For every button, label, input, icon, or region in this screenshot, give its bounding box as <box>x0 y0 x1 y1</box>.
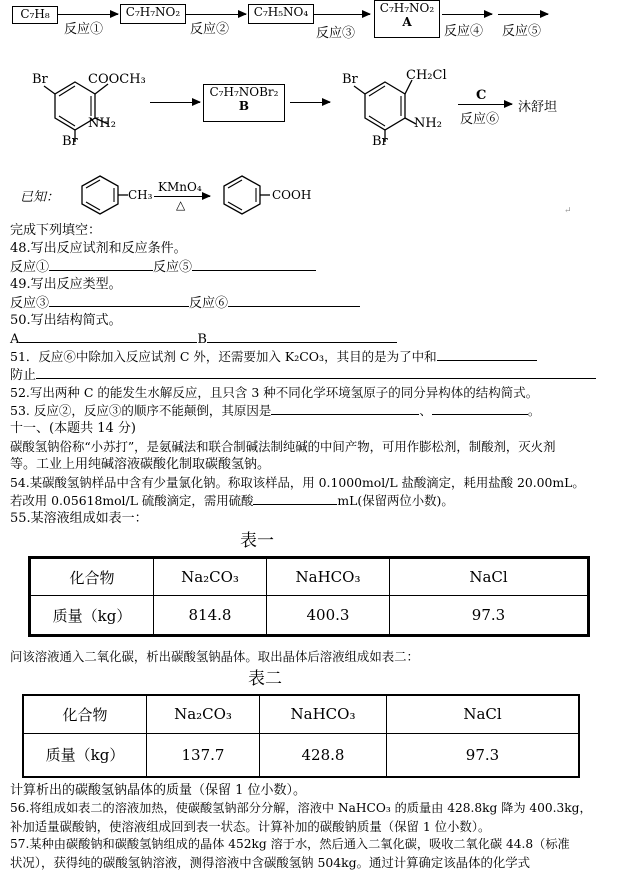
table-2 <box>22 694 580 778</box>
benzoic-cooh: COOH <box>272 188 312 202</box>
arrow-1 <box>58 14 118 15</box>
line-q54-sulfuric: 若改用 0.05618mol/L 硫酸滴定，需用硫酸 mL(保留两位小数)。 <box>10 493 454 508</box>
line-q52: 52.写出两种 C 的能发生水解反应，且只含 3 种不同化学环境氢原子的同分异构体的结构简式。 <box>10 385 539 400</box>
compound-b-formula: C₇H₇NOBr₂ <box>209 85 279 99</box>
blank-q53-reason-1[interactable] <box>271 402 419 415</box>
blank-r5[interactable] <box>192 258 316 271</box>
line-q55: 55.某溶液组成如表一： <box>10 511 148 526</box>
reaction-4-label: 反应④ <box>444 24 484 39</box>
reaction-6-label: 反应⑥ <box>460 112 500 127</box>
table-1-header: NaHCO₃ <box>267 558 390 596</box>
arrow-3 <box>314 14 370 15</box>
blank-q53-reason-2[interactable] <box>432 402 528 415</box>
start-formula-box: C₇H₈ <box>12 6 58 24</box>
compound-b-label: B <box>238 99 250 113</box>
table-2-cell: 137.7 <box>147 733 260 777</box>
line-after-table-1: 问该溶液通入二氧化碳，析出碳酸氢钠晶体。取出晶体后溶液组成如表二： <box>10 649 419 664</box>
table-2-header: 化合物 <box>23 695 147 733</box>
table-2-caption: 表二 <box>248 669 282 689</box>
arrow-6 <box>458 104 512 105</box>
line-q53: 53. 反应②，反应③的顺序不能颠倒，其原因是 、 。 <box>10 403 541 418</box>
table-1-header: NaCl <box>390 558 589 596</box>
toluene-structure <box>70 172 130 216</box>
ester-nh2: NH₂ <box>88 116 116 131</box>
reaction-3-label: 反应③ <box>316 26 356 41</box>
product-2-box: C₇H₅NO₄ <box>248 4 314 24</box>
reagent-c-label: C <box>476 88 487 103</box>
arrow-5 <box>498 14 548 15</box>
known-label: 已知： <box>20 190 60 205</box>
line-q57: 57.某种由碳酸钠和碳酸氢钠组成的晶体 452kg 溶于水，然后通入二氧化碳，吸收二氧化碳 44.8（标准 <box>10 837 570 851</box>
table-2-header: NaHCO₃ <box>260 695 387 733</box>
heat-label: △ <box>176 198 186 212</box>
blank-q54-volume[interactable] <box>253 492 337 505</box>
line-q48: 48.写出反应试剂和反应条件。 <box>10 241 187 256</box>
chloride-br-top: Br <box>342 72 358 87</box>
table-1-caption: 表一 <box>240 531 274 551</box>
ester-br-top: Br <box>32 72 48 87</box>
line-q50: 50.写出结构简式。 <box>10 313 122 328</box>
section-11-heading: 十一、(本题共 14 分) <box>10 421 136 436</box>
ester-br-bottom: Br <box>62 134 78 149</box>
compound-b-box <box>203 84 285 122</box>
return-mark-known: ↵ <box>564 206 572 216</box>
compound-a-label: A <box>402 15 412 29</box>
table-2-cell: 428.8 <box>260 733 387 777</box>
reaction-2-label: 反应② <box>190 22 230 37</box>
line-q56: 56.将组成如表二的溶液加热，使碳酸氢钠部分分解，溶液中 NaHCO₃ 的质量由 428.8kg 降为 400.3kg， <box>10 801 592 815</box>
blank-q51-prevent[interactable] <box>36 366 596 379</box>
reaction-5-label: 反应⑤ <box>502 24 542 39</box>
table-1-cell: 400.3 <box>267 596 390 636</box>
line-q49: 49.写出反应类型。 <box>10 277 122 292</box>
blank-a[interactable] <box>19 330 197 343</box>
table-1-cell: 814.8 <box>154 596 267 636</box>
compound-a-formula: C₇H₇NO₂ <box>379 1 435 15</box>
line-q51-prevent: 防止 <box>10 366 596 384</box>
table-2-header: NaCl <box>387 695 580 733</box>
benzoic-acid-structure <box>212 172 272 216</box>
blank-r3[interactable] <box>49 294 189 307</box>
line-q57-cont: 状况），获得纯的碳酸氢钠溶液，测得溶液中含碳酸氢钠 504kg。通过计算确定该晶体的化学式 <box>10 855 531 870</box>
table-1-row-label: 质量（kg） <box>30 596 154 636</box>
line-calc-crystal: 计算析出的碳酸氢钠晶体的质量（保留 1 位小数）。 <box>10 783 307 798</box>
toluene-ch3: CH₃ <box>128 188 153 202</box>
table-1 <box>28 556 590 637</box>
ester-cooch3: COOCH₃ <box>88 72 146 87</box>
table-1-header: 化合物 <box>30 558 154 596</box>
kmno4-label: KMnO₄ <box>158 180 202 194</box>
arrow-4 <box>442 14 492 15</box>
blank-r6[interactable] <box>228 294 360 307</box>
product-1-box: C₇H₇NO₂ <box>120 4 186 24</box>
compound-a-box <box>374 0 440 38</box>
line-instructions: 完成下列填空： <box>10 223 102 238</box>
table-1-header: Na₂CO₃ <box>154 558 267 596</box>
arrow-to-b <box>150 102 200 103</box>
blank-r1[interactable] <box>49 258 153 271</box>
arrow-known <box>154 196 210 197</box>
chloride-br-bottom: Br <box>372 134 388 149</box>
blank-q51-neutralize[interactable] <box>437 348 537 361</box>
product-mucosolvan: 沐舒坦 <box>518 100 558 115</box>
table-2-cell: 97.3 <box>387 733 580 777</box>
table-2-header: Na₂CO₃ <box>147 695 260 733</box>
line-q51: 51．反应⑥中除加入反应试剂 C 外，还需要加入 K₂CO₃，其目的是为了中和 <box>10 348 537 365</box>
line-intro-2: 等。工业上用纯碱溶液碳酸化制取碳酸氢钠。 <box>10 457 271 472</box>
chloride-nh2: NH₂ <box>414 116 442 131</box>
line-q54: 54.某碳酸氢钠样品中含有少量氯化钠。称取该样品，用 0.1000mol/L 盐酸滴定，耗用盐酸 20.00mL。 <box>10 475 585 490</box>
table-2-row-label: 质量（kg） <box>23 733 147 777</box>
line-q49-answers: 反应③ 反应⑥ <box>10 294 360 312</box>
blank-b[interactable] <box>207 330 397 343</box>
table-1-cell: 97.3 <box>390 596 589 636</box>
chloride-ch2cl: CH₂Cl <box>406 68 447 83</box>
line-q50-answers: A B <box>10 330 397 348</box>
line-q48-answers: 反应① 反应⑤ <box>10 258 316 276</box>
arrow-2 <box>186 14 246 15</box>
reaction-1-label: 反应① <box>64 22 104 37</box>
arrow-from-b <box>290 102 330 103</box>
line-q56-cont: 补加适量碳酸钠，使溶液组成回到表一状态。计算补加的碳酸钠质量（保留 1 位小数）。 <box>10 819 491 834</box>
line-intro-1: 碳酸氢钠俗称“小苏打”，是氨碱法和联合制碱法制纯碱的中间产物，可用作膨松剂，制酸剂，灭火剂 <box>10 439 556 454</box>
